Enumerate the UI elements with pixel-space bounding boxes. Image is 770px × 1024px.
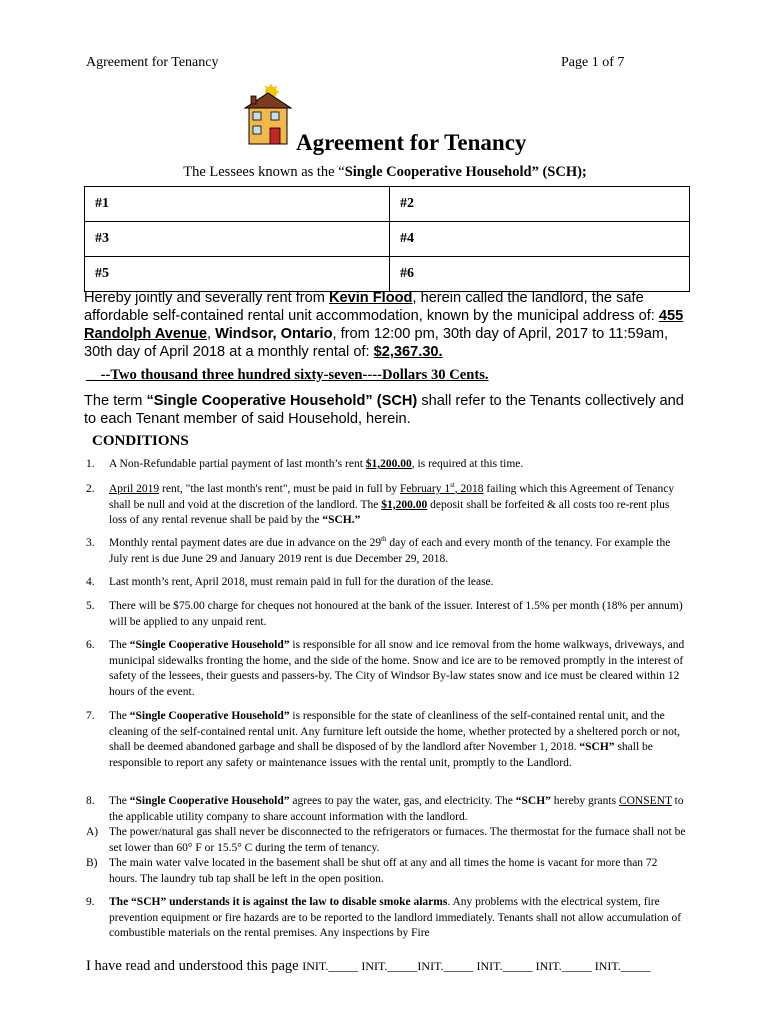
intro-text: , xyxy=(206,326,216,342)
condition-number: 6. xyxy=(86,639,95,651)
smoke-alarm-text: The “SCH” understands it is against the law to disable smoke alarms xyxy=(109,896,448,908)
ordinal-suffix: th xyxy=(381,535,387,544)
condition-text: deposit shall be forfeited & all costs too re-rent plus loss of any rental revenue shall be paid by the xyxy=(109,498,670,526)
intro-text: , from 12:00 pm, 30th day of April, 2017 to 11:59am, 30th day of April 2018 at a monthly rental of: xyxy=(84,326,669,360)
condition-text: The main water valve located in the basement shall be shut off at any and all times the home is vacant for more than 72 hours. The laundry tub tap shall be left in the open position. xyxy=(109,857,658,885)
condition-text: , is required at this time. xyxy=(411,458,524,470)
term-name: “Single Cooperative Household” (SCH) xyxy=(146,393,418,409)
condition-text: The xyxy=(109,710,130,722)
condition-9 xyxy=(86,895,688,942)
lessees-prefix: The Lessees known as the “ xyxy=(183,164,345,180)
condition-8 xyxy=(86,794,688,825)
sch-label: “Single Cooperative Household” xyxy=(129,710,290,722)
lessees-line xyxy=(0,164,770,181)
condition-number: 4. xyxy=(86,576,95,588)
condition-text: Last month’s rent, April 2018, must remain paid in full for the duration of the lease. xyxy=(109,576,494,588)
sch-label: “SCH.” xyxy=(322,514,361,526)
rental-city: Windsor, Ontario xyxy=(215,326,333,342)
initials-footer xyxy=(86,958,651,975)
intro-text: , herein called the landlord, the safe affordable self-contained rental unit accommodation, known by the municipal address of: xyxy=(84,290,659,324)
member-cell: #2 xyxy=(390,187,690,222)
sch-label: “Single Cooperative Household” xyxy=(129,795,290,807)
condition-text: hereby grants xyxy=(550,795,619,807)
initials-blanks[interactable]: INIT._____ INIT._____INIT._____ INIT._____ INIT._____ INIT._____ xyxy=(302,959,651,973)
condition-6 xyxy=(86,638,688,700)
condition-text: The xyxy=(109,639,130,651)
condition-text: The power/natural gas shall never be disconnected to the refrigerators or furnaces. The thermostat for the furnace shall not be set lower than 60° F or 15.5° C during the term of tenancy. xyxy=(109,826,686,854)
condition-number: 3. xyxy=(86,537,95,549)
intro-paragraph xyxy=(84,289,694,361)
date-text: April 2019 xyxy=(109,483,160,495)
condition-text: shall be responsible to report any safety or maintenance issues with the rental unit, promptly to the Landlord. xyxy=(109,741,653,769)
term-paragraph xyxy=(84,392,694,428)
amount-in-words: __--Two thousand three hundred sixty-seven----Dollars 30 Cents. xyxy=(86,367,489,383)
member-cell: #5 xyxy=(85,257,390,292)
condition-text: The xyxy=(109,795,130,807)
rental-address: 455 Randolph Avenue xyxy=(84,308,684,342)
date-text xyxy=(400,483,484,495)
table-row xyxy=(85,222,690,257)
condition-text: A Non-Refundable partial payment of last month’s rent xyxy=(109,458,366,470)
term-text: The term xyxy=(84,393,147,409)
monthly-rent: $2,367.30. xyxy=(373,344,443,360)
landlord-name: Kevin Flood xyxy=(328,290,413,306)
condition-4 xyxy=(86,575,688,591)
condition-text: failing which this Agreement of Tenancy shall be null and void at the discretion of the landlord. The xyxy=(109,483,675,511)
condition-number: 8. xyxy=(86,795,95,807)
ordinal-suffix: st xyxy=(450,481,455,490)
condition-2 xyxy=(86,482,688,529)
lessees-name: Single Cooperative Household” (SCH); xyxy=(344,164,587,180)
condition-8b xyxy=(86,856,688,887)
condition-5 xyxy=(86,599,688,630)
sch-label: “Single Cooperative Household” xyxy=(129,639,290,651)
deposit-amount: $1,200.00 xyxy=(365,458,412,470)
conditions-heading: CONDITIONS xyxy=(92,433,189,449)
condition-number: A) xyxy=(86,826,99,838)
sch-label: “SCH” xyxy=(579,741,615,753)
header-page-number: Page 1 of 7 xyxy=(561,55,625,70)
member-cell: #6 xyxy=(390,257,690,292)
house-clipart xyxy=(243,84,293,146)
sch-label: “SCH” xyxy=(515,795,551,807)
condition-number: B) xyxy=(86,857,98,869)
member-cell: #1 xyxy=(85,187,390,222)
table-row xyxy=(85,187,690,222)
date-text: , 2018 xyxy=(454,483,484,495)
condition-number: 9. xyxy=(86,896,95,908)
condition-text: day of each and every month of the tenancy. For example the July rent is due June 29 and January 2019 rent is due December 29, 2018. xyxy=(109,537,671,565)
date-text: February 1 xyxy=(399,483,451,495)
condition-1 xyxy=(86,457,688,473)
condition-3 xyxy=(86,536,688,567)
condition-text: . Any problems with the electrical system, fire prevention equipment or fire hazards are to be reported to the landlord immediately. Tenants shall not allow accumulation of combustible materials on the rental premises. Any inspections by Fire xyxy=(109,896,682,939)
condition-number: 5. xyxy=(86,600,95,612)
members-table xyxy=(84,186,690,292)
condition-text: is responsible for all snow and ice removal from the home walkways, driveways, and municipal sidewalks fronting the home, and the side of the home. Snow and ice are to be removed promptly in the interest of safety of the lessees, their guests and passers-by. The City of Windsor By-law states snow and ice must be cleared within 12 hours of the event. xyxy=(109,639,685,698)
condition-text: Monthly rental payment dates are due in advance on the 29 xyxy=(109,537,382,549)
footer-text: I have read and understood this page xyxy=(86,958,303,974)
intro-text: Hereby jointly and severally rent from xyxy=(84,290,329,306)
deposit-amount: $1,200.00 xyxy=(381,498,428,511)
condition-number: 1. xyxy=(86,458,95,470)
member-cell: #4 xyxy=(390,222,690,257)
condition-7 xyxy=(86,709,688,771)
condition-text: agrees to pay the water, gas, and electricity. The xyxy=(289,795,516,807)
condition-text: There will be $75.00 charge for cheques not honoured at the bank of the issuer. Interest of 1.5% per month (18% per annum) will be applied to any unpaid rent. xyxy=(109,600,683,628)
condition-text: rent, "the last month's rent", must be paid in full by xyxy=(159,483,400,495)
condition-text: to the applicable utility company to share account information with the landlord. xyxy=(109,795,684,823)
document-title: Agreement for Tenancy xyxy=(296,130,527,155)
condition-text: is responsible for the state of cleanliness of the self-contained rental unit, and the cleaning of the self-contained rental unit. Any furniture left outside the home, whether protected by a sheltered porch or not, shall be deemed abandoned garbage and shall be disposed of by the landlord after November 1, 2018. xyxy=(109,710,680,753)
condition-number: 2. xyxy=(86,483,95,495)
table-row xyxy=(85,257,690,292)
term-text: shall refer to the Tenants collectively and to each Tenant member of said Household, herein. xyxy=(84,393,684,427)
consent-text: CONSENT xyxy=(618,795,672,807)
condition-number: 7. xyxy=(86,710,95,722)
member-cell: #3 xyxy=(85,222,390,257)
condition-8a xyxy=(86,825,688,856)
header-left: Agreement for Tenancy xyxy=(86,55,219,70)
